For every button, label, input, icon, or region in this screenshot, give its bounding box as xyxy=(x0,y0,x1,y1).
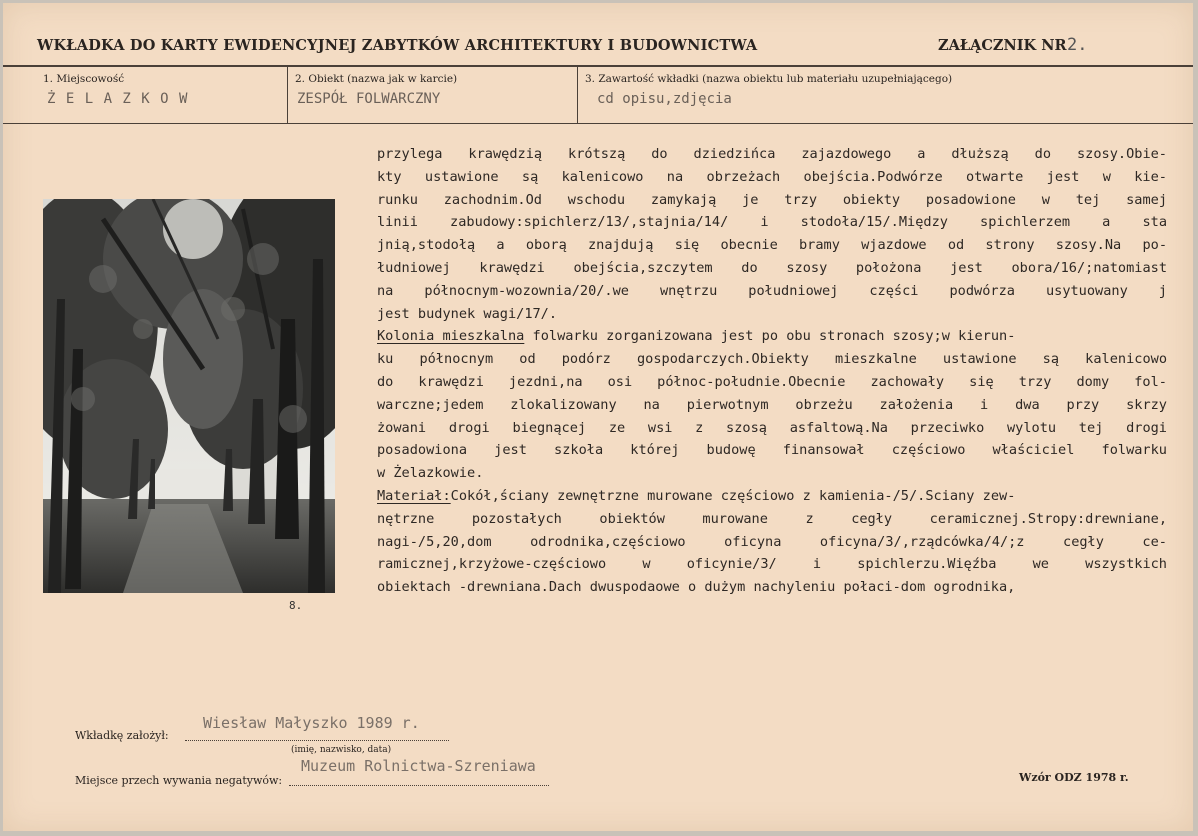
text-line: kty ustawione są kalenicowo na obrzeżach obejścia.Podwórze otwarte jest w kie- xyxy=(377,168,1167,185)
contents-value: cd opisu,zdjęcia xyxy=(597,91,732,107)
text-line-part: folwarku zorganizowana jest po obu stronach szosy;w kierun- xyxy=(524,328,1016,345)
contents-label: 3. Zawartość wkładki (nazwa obiektu lub materiału uzupełniającego) xyxy=(585,73,953,85)
text-line-part: Cokół,ściany zewnętrzne murowane częściowo z kamienia-/5/.Sciany zew- xyxy=(450,487,1016,504)
author-sub-label: (imię, nazwisko, data) xyxy=(291,745,392,755)
text-line xyxy=(377,325,1167,348)
negatives-value: Muzeum Rolnictwa-Szreniawa xyxy=(301,757,536,775)
author-value: Wiesław Małyszko 1989 r. xyxy=(203,714,420,732)
text-line: posadowiona jest szkoła której budowę finansował częściowo właściciel folwarku xyxy=(377,442,1167,459)
text-line xyxy=(377,485,1167,508)
text-line: jnią,stodołą a oborą znajdują się obecnie bramy wjazdowe od strony szosy.Na po- xyxy=(377,237,1167,254)
record-sheet xyxy=(3,3,1193,831)
field-divider-1 xyxy=(287,67,288,123)
text-line: łudniowej krawędzi obejścia,szczytem do szosy położona jest obora/16/;natomiast xyxy=(377,259,1167,276)
object-label: 2. Obiekt (nazwa jak w karcie) xyxy=(295,73,458,85)
text-line: obiektach -drewniana.Dach dwuspodaowe o dużym nachyleniu połaci-dom ogrodnika, xyxy=(377,579,1016,596)
annex-number: 2. xyxy=(1067,35,1088,55)
object-value: ZESPÓŁ FOLWARCZNY xyxy=(297,91,441,107)
form-title: WKŁADKA DO KARTY EWIDENCYJNEJ ZABYTKÓW ARCHITEKTURY I BUDOWNICTWA xyxy=(37,37,758,54)
text-line: przylega krawędzią krótszą do dziedzińca zajazdowego a dłuższą do szosy.Obie- xyxy=(377,146,1167,162)
text-line: ramicznej,krzyżowe-częściowo w oficynie/3/ i spichlerzu.Więźba we wszystkich xyxy=(377,556,1167,573)
photo-number: 8. xyxy=(289,599,303,612)
text-line: żowani drogi biegnącej ze wsi z szosą asfaltową.Na przeciwko wylotu tej drogi xyxy=(377,419,1167,436)
text-line: ku północnym od podórz gospodarczych.Obiekty mieszkalne ustawione są kalenicowo xyxy=(377,351,1167,368)
negatives-label: Miejsce przech wywania negatywów: xyxy=(75,774,283,787)
text-line: jest budynek wagi/17/. xyxy=(377,305,558,322)
section-heading-material: Materiał: xyxy=(377,487,451,504)
negatives-dotline xyxy=(289,785,549,786)
alley-photograph xyxy=(43,199,335,593)
locality-label: 1. Miejscowość xyxy=(43,73,125,85)
text-line: nętrzne pozostałych obiektów murowane z cegły ceramicznej.Stropy:drewniane, xyxy=(377,510,1167,527)
field-divider-2 xyxy=(577,67,578,123)
alley-photo-image xyxy=(43,199,335,593)
annex-label: ZAŁĄCZNIK NR xyxy=(938,37,1067,54)
text-line: nagi-/5,20,dom odrodnika,częściowo oficyna oficyna/3/,rządcówka/4/;z cegły ce- xyxy=(377,533,1167,550)
author-dotline xyxy=(185,740,449,741)
header-divider-top xyxy=(3,65,1193,67)
text-line: linii zabudowy:spichlerz/13/,stajnia/14/ i stodoła/15/.Między spichlerzem a sta xyxy=(377,214,1167,231)
text-line: w Żelazkowie. xyxy=(377,465,484,482)
text-line: do krawędzi jezdni,na osi północ-południe.Obecnie zachowały się trzy domy fol- xyxy=(377,373,1167,390)
locality-value: Ż E L A Z K O W xyxy=(47,91,189,107)
form-reference: Wzór ODZ 1978 r. xyxy=(1019,771,1129,784)
header-divider-bottom xyxy=(3,123,1193,124)
text-line: warczne;jedem zlokalizowany na pierwotnym obrzeżu założenia i dwa przy skrzy xyxy=(377,396,1167,413)
section-heading-colony: Kolonia mieszkalna xyxy=(377,328,525,345)
text-line: runku zachodnim.Od wschodu zamykają je trzy obiekty posadowione w tej samej xyxy=(377,191,1167,208)
description-text xyxy=(377,143,1167,599)
text-line: na północnym-wozownia/20/.we wnętrzu południowej części podwórza usytuowany j xyxy=(377,282,1167,299)
author-label: Wkładkę założył: xyxy=(75,729,169,742)
